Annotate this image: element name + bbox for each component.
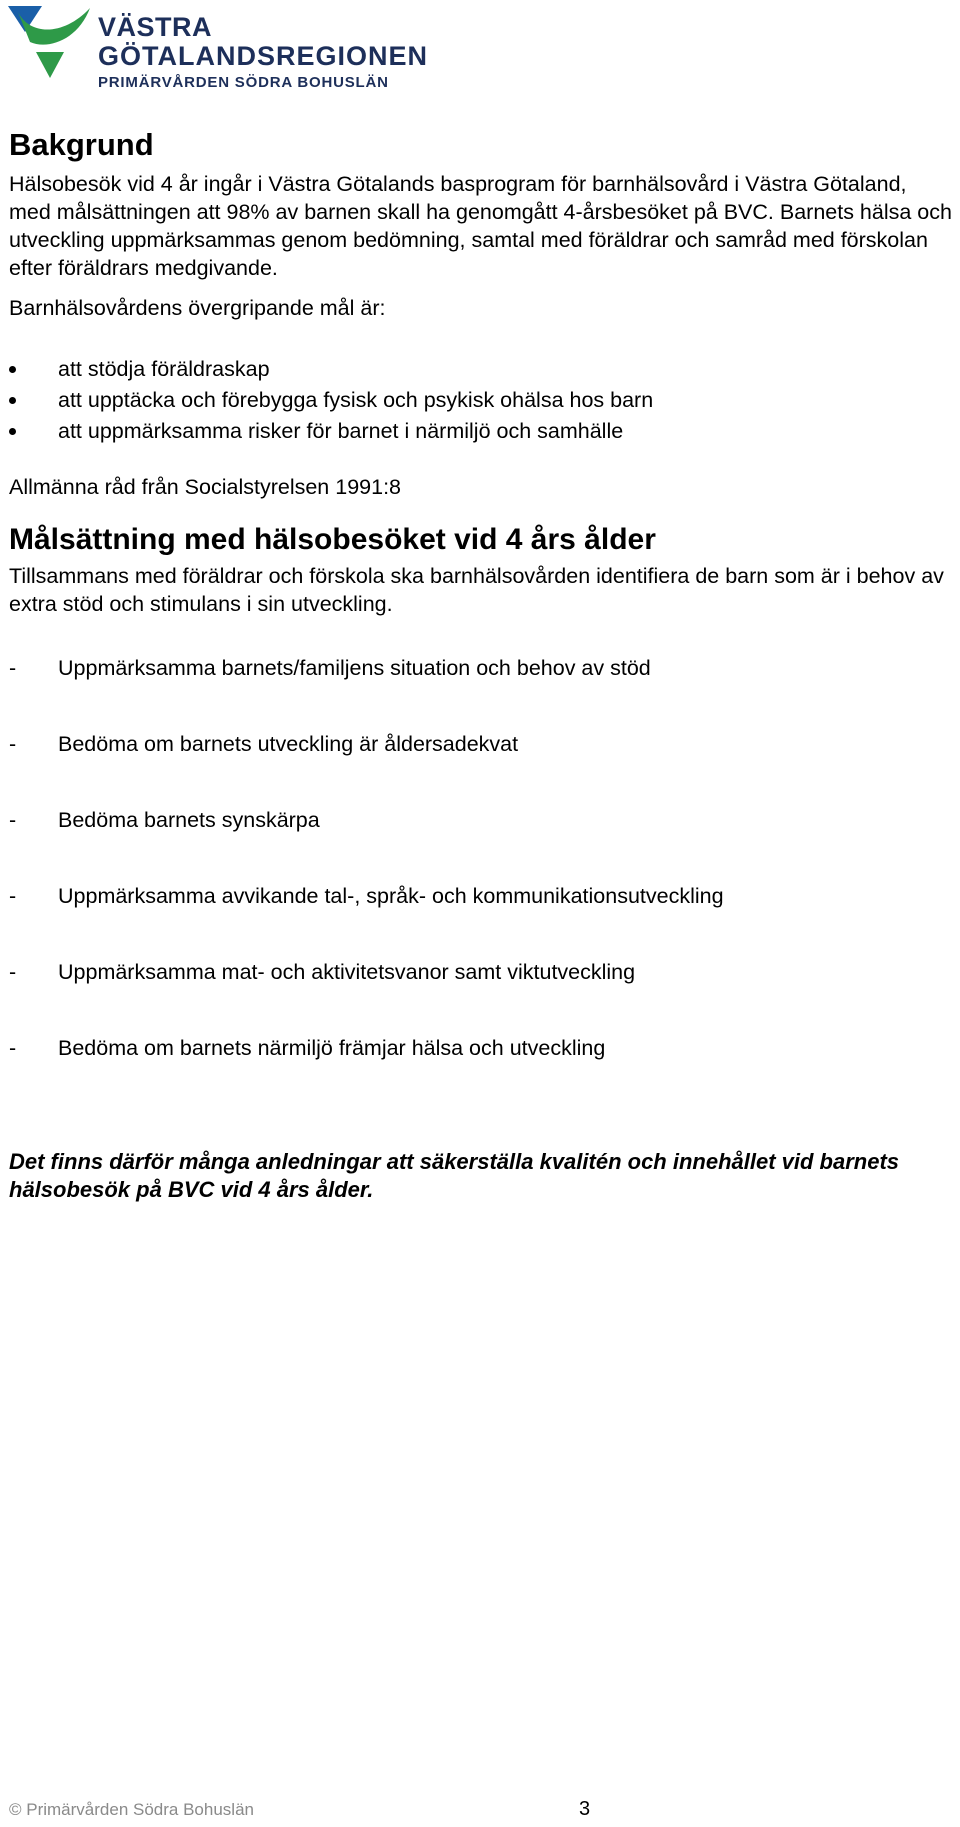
dash-marker: - (9, 960, 17, 985)
bullet-icon (9, 366, 16, 373)
logo-line-1: VÄSTRA (98, 12, 213, 42)
source-reference: Allmänna råd från Socialstyrelsen 1991:8 (9, 475, 401, 500)
list-item: att stödja föräldraskap (9, 354, 954, 385)
goals-intro: Barnhälsovårdens övergripande mål är: (9, 296, 386, 321)
copyright-text: © Primärvården Södra Bohuslän (9, 1800, 254, 1819)
logo-line-3: PRIMÄRVÅRDEN SÖDRA BOHUSLÄN (98, 74, 389, 91)
page-footer (9, 1800, 949, 1824)
list-item: - Uppmärksamma barnets/familjens situation och behov av stöd (9, 656, 651, 681)
dash-marker: - (9, 656, 17, 681)
dash-marker: - (9, 884, 17, 909)
list-item: - Bedöma om barnets närmiljö främjar hälsa och utveckling (9, 1036, 606, 1061)
goals-list (9, 354, 954, 447)
list-item: att uppmärksamma risker för barnet i närmiljö och samhälle (9, 416, 954, 447)
document-body (9, 128, 954, 1204)
list-item: - Bedöma om barnets utveckling är åldersadekvat (9, 732, 519, 757)
section-heading-bakgrund: Bakgrund (9, 127, 154, 162)
vastra-gotalandsregionen-logo-icon (8, 6, 94, 86)
list-item: - Uppmärksamma avvikande tal-, språk- och kommunikationsutveckling (9, 884, 724, 909)
list-item: - Uppmärksamma mat- och aktivitetsvanor samt viktutveckling (9, 960, 636, 985)
goal-paragraph: Tillsammans med föräldrar och förskola ska barnhälsovården identifiera de barn som är i behov av extra stöd och stimulans i sin utveckling. (9, 564, 944, 617)
background-paragraph: Hälsobesök vid 4 år ingår i Västra Götalands basprogram för barnhälsovård i Västra Götaland, med målsättningen att 98% av barnen skall ha genomgått 4-årsbesöket på BVC. Barnets hälsa och utveckling uppmärksammas genom bedömning, samtal med föräldrar och samråd med förskolan efter föräldrars medgivande. (9, 172, 952, 281)
dash-marker: - (9, 1036, 17, 1061)
conclusion-text: Det finns därför många anledningar att säkerställa kvalitén och innehållet vid barnets hälsobesök på BVC vid 4 års ålder. (9, 1149, 900, 1203)
list-item: att upptäcka och förebygga fysisk och psykisk ohälsa hos barn (9, 385, 954, 416)
organization-logo (8, 6, 429, 91)
bullet-icon (9, 397, 16, 404)
section-heading-malsattning: Målsättning med hälsobesöket vid 4 års ålder (9, 523, 656, 557)
dash-marker: - (9, 732, 17, 757)
logo-line-2: GÖTALANDSREGIONEN (98, 41, 429, 71)
list-item: - Bedöma barnets synskärpa (9, 808, 320, 833)
page-number: 3 (579, 1798, 591, 1820)
assessment-list (9, 654, 954, 1062)
organization-name (98, 14, 428, 90)
bullet-icon (9, 428, 16, 435)
dash-marker: - (9, 808, 17, 833)
